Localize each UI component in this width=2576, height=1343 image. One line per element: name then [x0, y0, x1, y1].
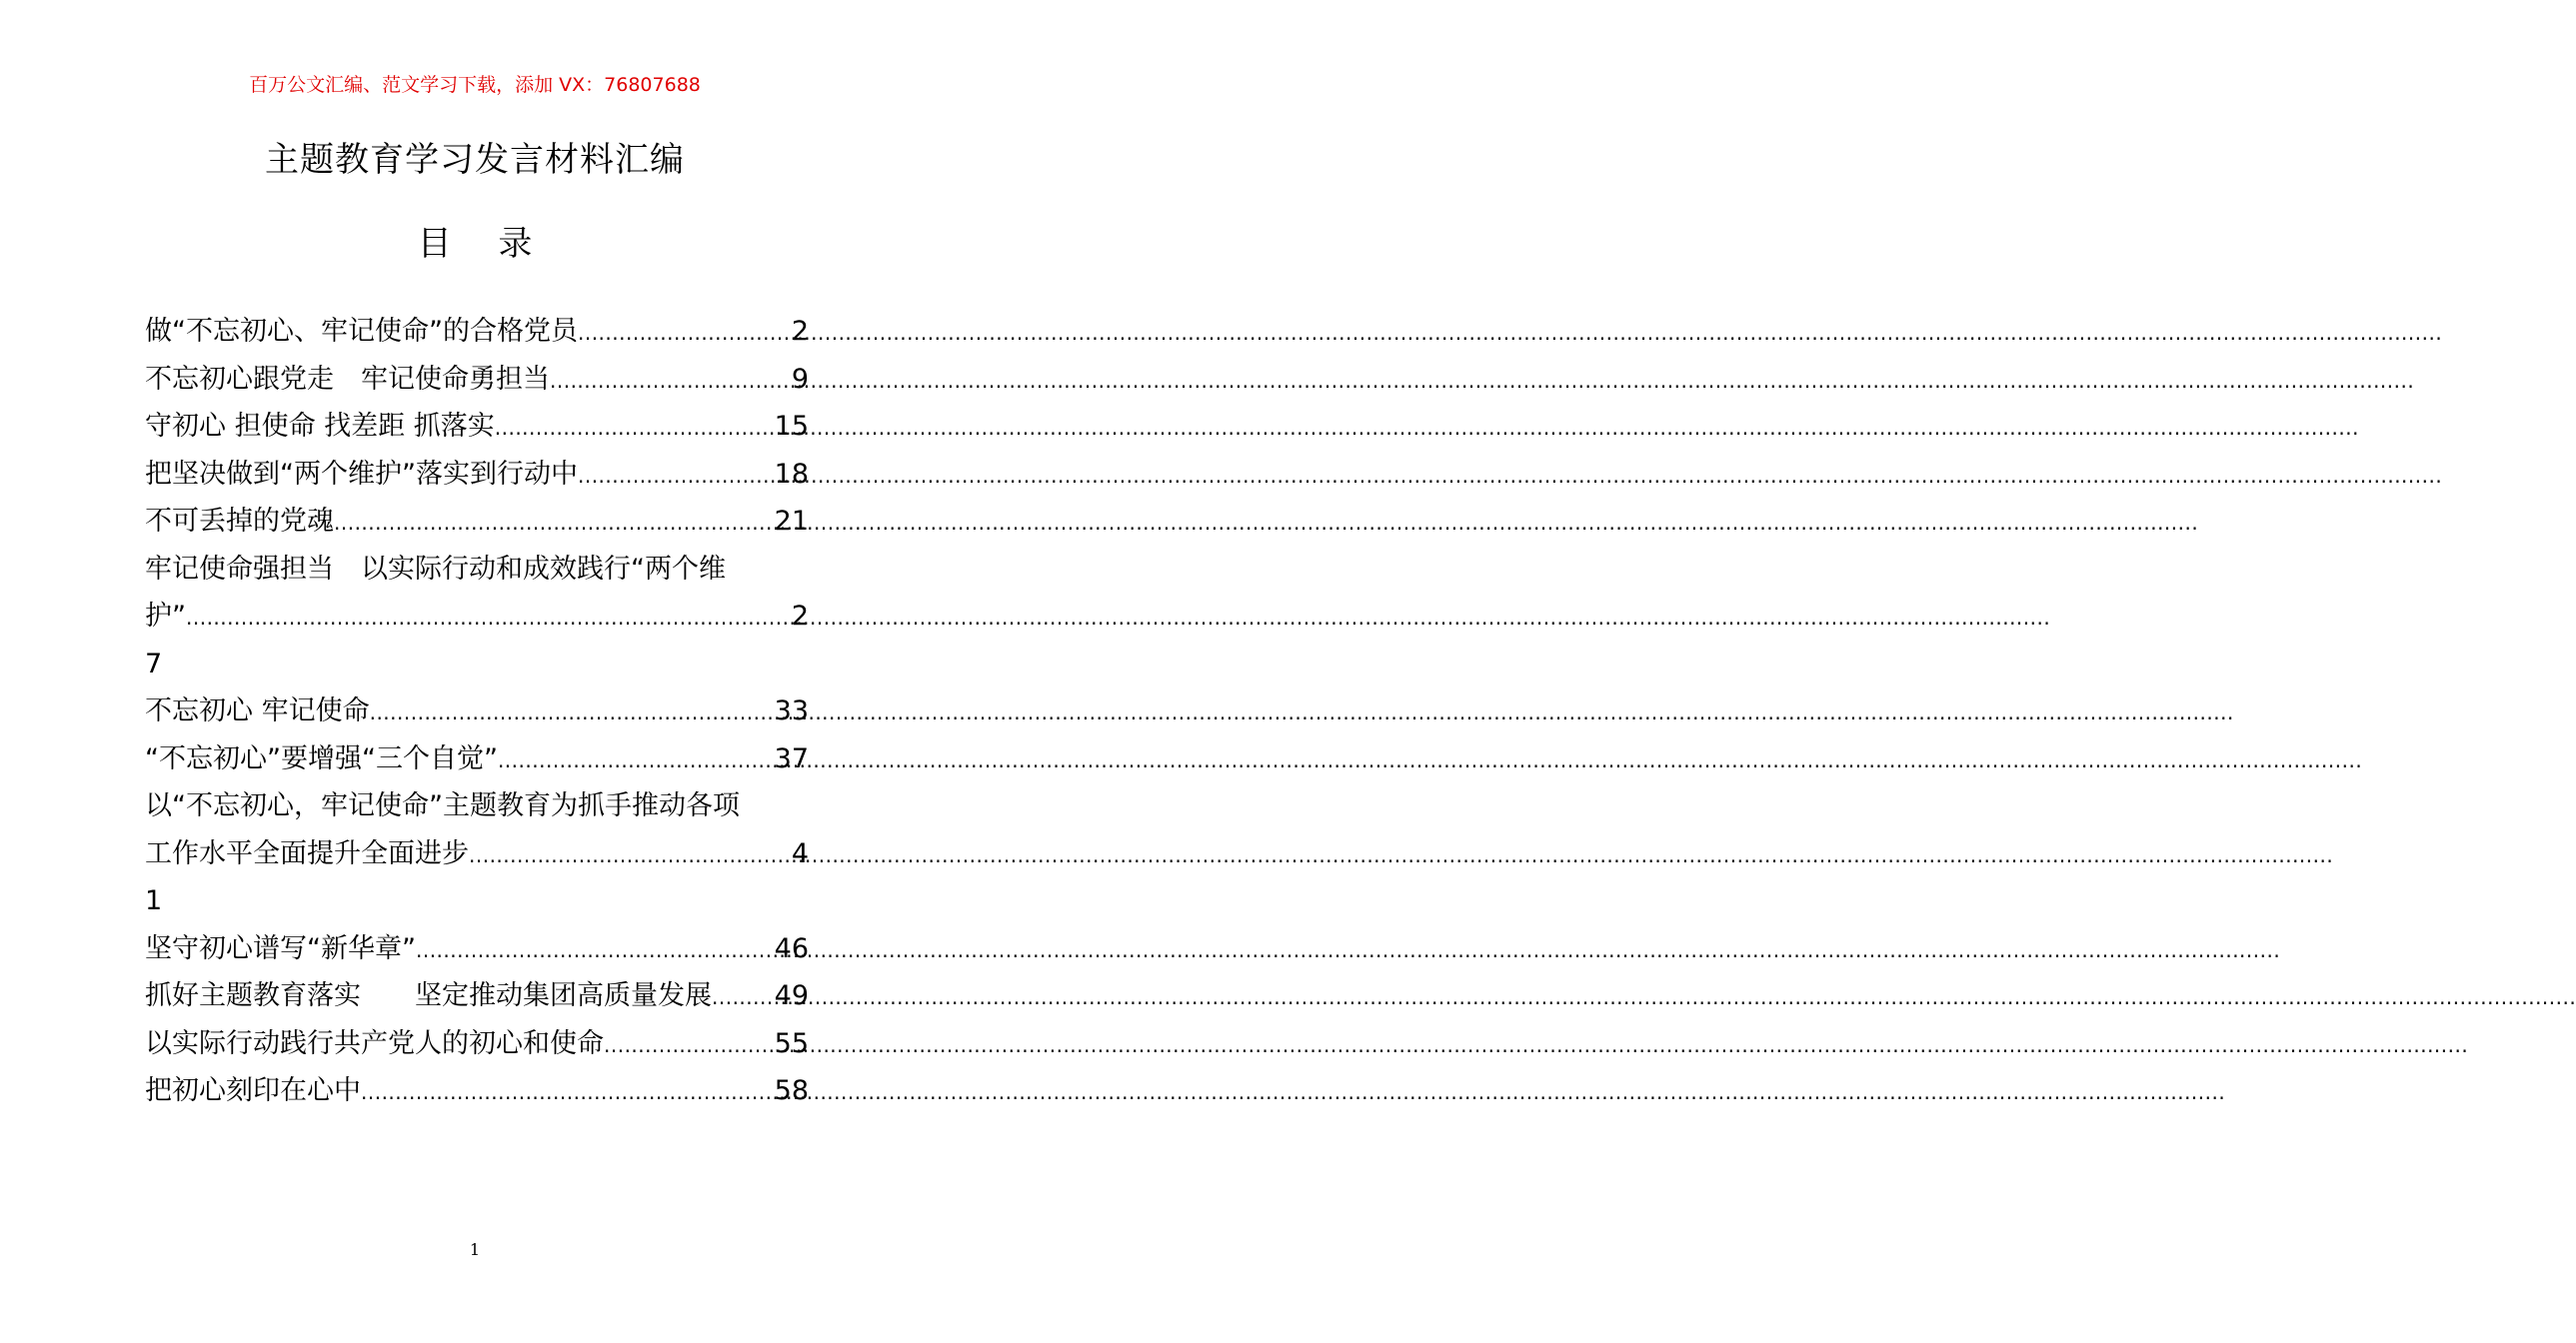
toc-entry-line [145, 782, 809, 830]
toc-entry-title: “不忘初心”要增强“三个自觉” [145, 742, 498, 774]
dot-leader [604, 1022, 775, 1070]
toc-entry-title: 不可丢掉的党魂 [145, 506, 334, 537]
toc-heading: 目 录 [417, 224, 551, 264]
toc-entry-title: 以“不忘初心，牢记使命”主题教育为抓手推动各项 [145, 790, 740, 821]
toc-entry-line [145, 972, 809, 1020]
page-number: 1 [469, 1240, 481, 1259]
toc-entry-page: 4 [791, 837, 809, 869]
toc-entry-page-wrap: 7 [145, 648, 163, 679]
toc-entry-line [145, 546, 809, 594]
dot-leader [361, 1069, 775, 1117]
toc-entry-page: 21 [774, 506, 809, 537]
toc-entry[interactable] [145, 687, 809, 735]
toc-entry[interactable] [145, 308, 809, 356]
toc-entry-line [145, 498, 809, 546]
toc-entry-line [145, 687, 809, 735]
dot-leader [469, 832, 792, 880]
toc-entry-title: 不忘初心跟党走 牢记使命勇担当 [145, 363, 550, 395]
toc-entry-line [145, 735, 809, 783]
toc-entry-line [145, 1067, 809, 1115]
toc-entry-line [145, 830, 809, 878]
dot-leader [186, 595, 792, 643]
toc-entry[interactable] [145, 782, 809, 925]
toc-entry-page: 2 [791, 601, 809, 632]
toc-entry-page: 37 [774, 742, 809, 774]
toc-entry-title: 牢记使命强担当 以实际行动和成效践行“两个维 [145, 553, 726, 585]
toc-entry-page: 15 [774, 411, 809, 442]
toc-entry-line [145, 451, 809, 499]
toc-entry[interactable] [145, 356, 809, 404]
toc-entry[interactable] [145, 451, 809, 499]
toc-entry-line [145, 403, 809, 451]
toc-entry[interactable] [145, 403, 809, 451]
toc-entry-title: 做“不忘初心、牢记使命”的合格党员 [145, 316, 578, 347]
table-of-contents [145, 308, 809, 1115]
toc-entry[interactable] [145, 546, 809, 688]
toc-entry-page: 55 [774, 1027, 809, 1059]
dot-leader [498, 737, 775, 785]
header-banner: 百万公文汇编、范文学习下载，添加 VX：76807688 [249, 74, 701, 96]
toc-entry-title: 坚守初心谱写“新华章” [145, 932, 416, 964]
toc-entry-line [145, 356, 809, 404]
toc-entry-page: 18 [774, 458, 809, 490]
toc-entry-page: 9 [791, 363, 809, 395]
dot-leader [578, 310, 792, 358]
toc-entry-line [145, 308, 809, 356]
toc-entry-line [145, 1020, 809, 1068]
toc-entry-page: 2 [791, 316, 809, 347]
toc-entry-title: 以实际行动践行共产党人的初心和使命 [145, 1027, 604, 1059]
toc-entry-page: 33 [774, 695, 809, 726]
toc-entry-line [145, 593, 809, 641]
toc-entry-page: 58 [774, 1075, 809, 1106]
toc-entry-page: 46 [774, 932, 809, 964]
toc-entry-title: 把坚决做到“两个维护”落实到行动中 [145, 458, 578, 490]
toc-entry-page-wrap: 1 [145, 885, 163, 916]
toc-entry[interactable] [145, 498, 809, 546]
toc-entry-title: 守初心 担使命 找差距 抓落实 [145, 411, 495, 442]
toc-entry[interactable] [145, 925, 809, 973]
dot-leader [495, 405, 775, 453]
toc-entry-title: 不忘初心 牢记使命 [145, 695, 370, 726]
toc-entry-title: 抓好主题教育落实 坚定推动集团高质量发展 [145, 980, 712, 1011]
dot-leader [370, 689, 775, 737]
dot-leader [416, 927, 775, 975]
toc-entry-title: 工作水平全面提升全面进步 [145, 837, 469, 869]
toc-entry[interactable] [145, 1020, 809, 1068]
toc-entry[interactable] [145, 735, 809, 783]
toc-entry[interactable] [145, 972, 809, 1020]
dot-leader [578, 453, 775, 501]
dot-leader [712, 974, 775, 1022]
toc-entry-title: 把初心刻印在心中 [145, 1075, 361, 1106]
document-title: 主题教育学习发言材料汇编 [265, 140, 685, 180]
toc-entry-page: 49 [774, 980, 809, 1011]
dot-leader [550, 358, 792, 406]
dot-leader [334, 500, 775, 548]
toc-entry[interactable] [145, 1067, 809, 1115]
toc-entry-line [145, 925, 809, 973]
toc-entry-title: 护” [145, 601, 186, 632]
